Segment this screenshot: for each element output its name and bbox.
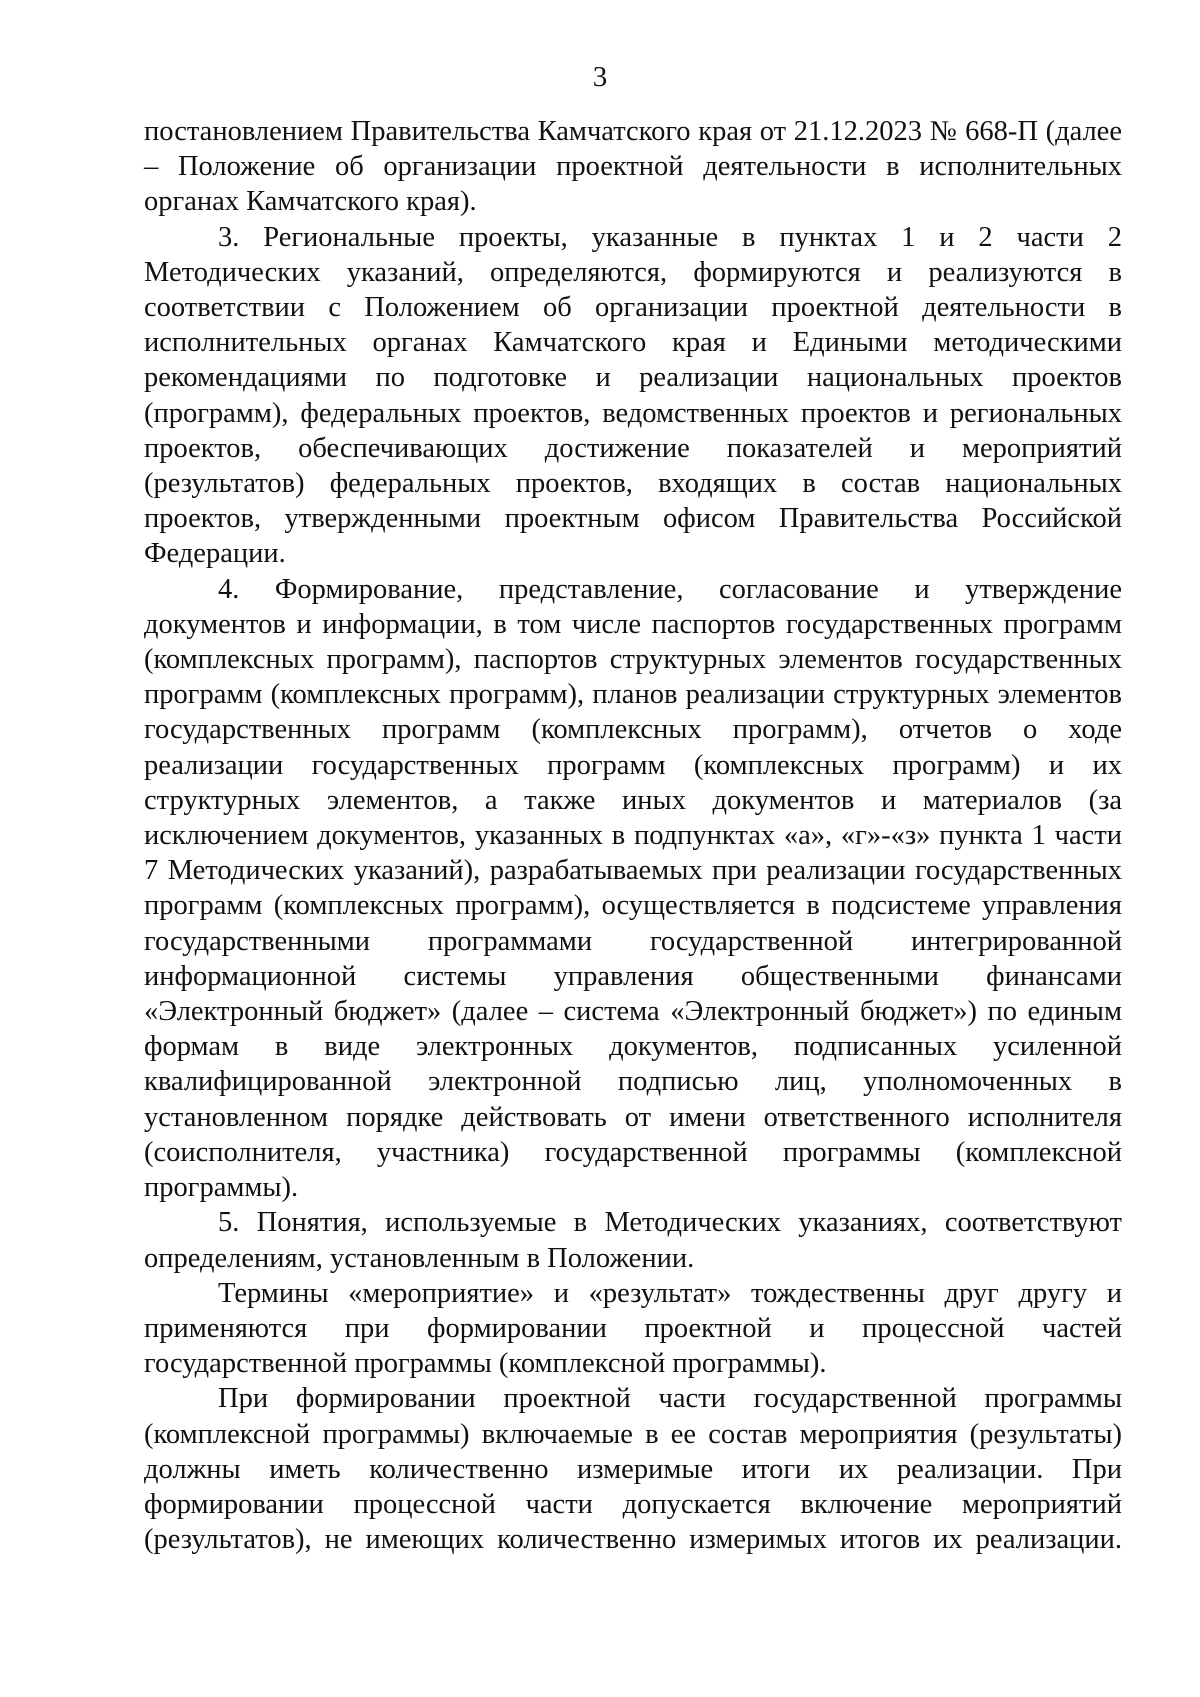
document-body [144, 114, 1122, 1557]
paragraph-item-5: 5. Понятия, используемые в Методических указаниях, соответствуют определениям, установленным в Положении. [144, 1207, 1122, 1274]
paragraph-project-part: При формировании проектной части государственной программы (комплексной программы) включаемые в ее состав мероприятия (результаты) должны иметь количественно измеримые итоги их реализации. При формировании процессной части допускается включение мероприятий (результатов), не имеющих количественно измеримых итогов их реализации. [144, 1383, 1122, 1556]
paragraph-terms: Термины «мероприятие» и «результат» тождественны друг другу и применяются при формировании проектной и процессной частей государственной программы (комплексной программы). [144, 1277, 1122, 1380]
paragraph-item-4: 4. Формирование, представление, согласование и утверждение документов и информации, в том числе паспортов государственных программ (комплексных программ), паспортов структурных элементов государственных программ (комплексных программ), планов реализации структурных элементов государственных программ (комплексных программ), отчетов о ходе реализации государственных программ (комплексных программ) и их структурных элементов, а также иных документов и материалов (за исключением документов, указанных в подпунктах «а», «г»-«з» пункта 1 части 7 Методических указаний), разрабатываемых при реализации государственных программ (комплексных программ), осуществляется в подсистеме управления государственными программами государственной интегрированной информационной системы управления общественными финансами «Электронный бюджет» (далее – система «Электронный бюджет») по единым формам в виде электронных документов, подписанных усиленной квалифицированной электронной подписью лиц, уполномоченных в установленном порядке действовать от имени ответственного исполнителя (соисполнителя, участника) государственной программы (комплексной программы). [144, 573, 1122, 1204]
page-number: 3 [592, 61, 608, 93]
paragraph-continuation: постановлением Правительства Камчатского края от 21.12.2023 № 668-П (далее – Положение об организации проектной деятельности в исполнительных органах Камчатского края). [144, 116, 1122, 218]
paragraph-item-3: 3. Региональные проекты, указанные в пунктах 1 и 2 части 2 Методических указаний, определяются, формируются и реализуются в соответствии с Положением об организации проектной деятельности в исполнительных органах Камчатского края и Едиными методическими рекомендациями по подготовке и реализации национальных проектов (программ), федеральных проектов, ведомственных проектов и региональных проектов, обеспечивающих достижение показателей и мероприятий (результатов) федеральных проектов, входящих в состав национальных проектов, утвержденными проектным офисом Правительства Российской Федерации. [144, 221, 1122, 570]
